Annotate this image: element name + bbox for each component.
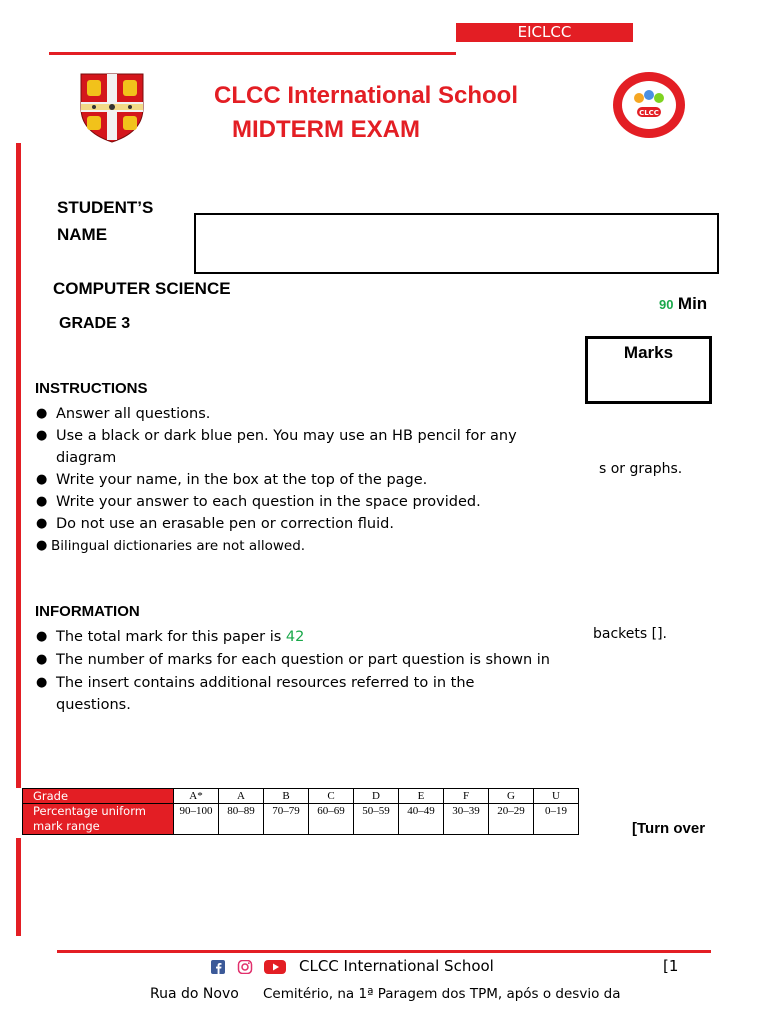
grade-table xyxy=(22,788,579,835)
footer-school-name: CLCC International School xyxy=(299,957,494,975)
instagram-icon[interactable] xyxy=(237,960,253,974)
school-title: CLCC International School xyxy=(214,82,519,109)
student-name-box[interactable] xyxy=(194,213,719,274)
student-label-line1: STUDENT’S xyxy=(57,198,154,217)
table-row: Percentage uniform mark range 90–100 80–89 70–79 60–69 50–59 40–49 30–39 20–29 0–19 xyxy=(23,804,579,835)
school-badge xyxy=(611,70,687,140)
bullet-icon: ● xyxy=(36,538,48,553)
marks-box[interactable] xyxy=(585,336,712,404)
grade-row-label: Grade xyxy=(23,789,174,804)
footer-address-line1: Rua do Novo xyxy=(150,986,239,1002)
instructions-heading: INSTRUCTIONS xyxy=(35,380,148,397)
bullet-icon: ● xyxy=(36,652,48,667)
duration-value: 90 xyxy=(659,297,674,312)
bullet-icon: ● xyxy=(36,406,48,421)
left-accent-bar-lower xyxy=(16,838,21,936)
bullet-icon: ● xyxy=(36,428,48,443)
bottom-rule xyxy=(57,950,711,953)
range-row-label: Percentage uniform mark range xyxy=(23,804,174,835)
turn-over-label: [Turn over xyxy=(632,820,706,837)
information-list: ● The total mark for this paper is 42 ● The number of marks for each question or part question is shown in ● The insert contains additional resources referred to in the questions. xyxy=(0,0,768,1024)
top-rule xyxy=(49,52,456,55)
duration-unit: Min xyxy=(677,294,708,313)
bullet-icon: ● xyxy=(36,494,48,509)
header-tag: EICLCC xyxy=(456,23,633,42)
footer-page-number: [1 xyxy=(663,957,679,975)
grade-level-label: GRADE 3 xyxy=(59,315,131,332)
total-mark-value: 42 xyxy=(285,629,305,645)
bullet-icon: ● xyxy=(36,675,48,690)
student-label-line2: NAME xyxy=(57,225,108,244)
crest-logo xyxy=(79,72,145,144)
facebook-icon[interactable] xyxy=(210,960,226,974)
information-side-fragment: backets []. xyxy=(593,626,667,642)
exam-title: MIDTERM EXAM xyxy=(232,116,420,143)
exam-duration xyxy=(659,294,707,314)
table-row: Grade A* A B C D E F G U xyxy=(23,789,579,804)
youtube-icon[interactable] xyxy=(264,960,286,974)
footer-address-line2: Cemitério, na 1ª Paragem dos TPM, após o desvio da xyxy=(263,986,621,1002)
left-accent-bar xyxy=(16,143,21,788)
instructions-side-fragment: s or graphs. xyxy=(599,461,683,477)
bullet-icon: ● xyxy=(36,472,48,487)
badge-text: CLCC xyxy=(639,109,659,117)
marks-label: Marks xyxy=(623,343,674,362)
subject-label: COMPUTER SCIENCE xyxy=(53,279,231,298)
instructions-list: ● Answer all questions. ● Use a black or dark blue pen. You may use an HB pencil for any diagram ● Write your name, in the box at the top of the page. ● Write your answer to each question in the space provided. ● Do not use an erasable pen or correction fluid. ● Bilingual dictionaries are not allowed. xyxy=(0,0,768,1024)
bullet-icon: ● xyxy=(36,629,48,644)
information-heading: INFORMATION xyxy=(35,603,140,620)
bullet-icon: ● xyxy=(36,516,48,531)
